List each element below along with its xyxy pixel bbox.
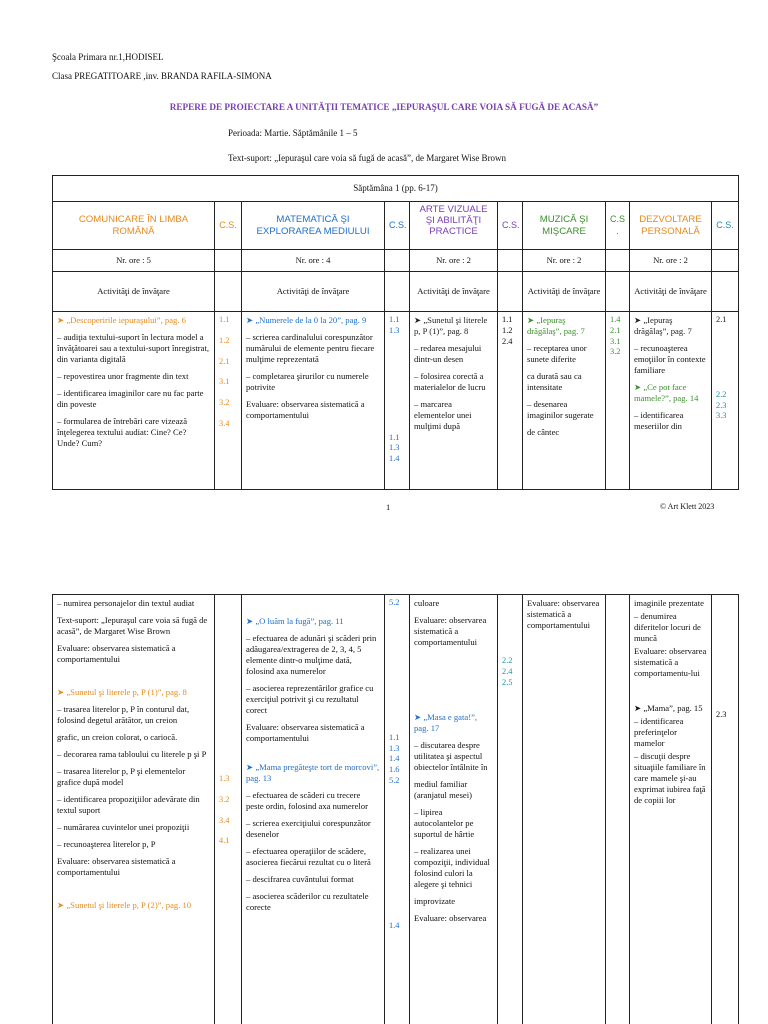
page-number: 1 xyxy=(386,502,391,512)
cs-header: C.S. xyxy=(498,202,523,250)
activities-header: Activităţi de învăţare xyxy=(242,272,385,312)
lesson-title: ➤ „Mama pregăteşte tort de morcovi”, pag. 13 xyxy=(246,762,380,783)
list-item: – asocierea reprezentărilor grafice cu exerciţiul potrivit şi cu rezultatul corect xyxy=(246,683,374,715)
cs-code: 3.2 xyxy=(219,794,230,804)
list-item: – lipirea autocolantelor pe suportul de hârtie xyxy=(414,807,475,839)
list-item: – efectuarea de scăderi cu trecere peste ordin, folosind axa numerelor xyxy=(246,790,368,811)
cs-code: 2.1 xyxy=(219,356,230,366)
cs-code: 4.1 xyxy=(219,836,230,846)
cs-code: 2.1 xyxy=(716,315,727,324)
cs-code: 2.4 xyxy=(502,666,513,676)
cs-code: 3.4 xyxy=(219,815,230,825)
period-line: Perioada: Martie. Săptămânile 1 – 5 xyxy=(228,128,358,138)
cs-code: 1.3 xyxy=(389,743,400,753)
list-item: Evaluare: observarea sistematică a comportamentului xyxy=(414,615,487,647)
cs-code: 5.2 xyxy=(389,598,400,607)
list-item: – completarea şirurilor cu numerele potrivite xyxy=(246,371,369,392)
cs-code: 1.4 xyxy=(389,454,400,463)
list-item: – repovestirea unor fragmente din text xyxy=(57,371,189,381)
cs-code: 1.3 xyxy=(389,443,400,453)
cs-code: 2.3 xyxy=(716,710,727,719)
subject-music: MUZICĂ ŞI MIŞCARE xyxy=(523,202,606,250)
cs-code: 1.1 xyxy=(219,315,230,324)
list-item: Evaluare: observarea xyxy=(414,913,487,923)
arts-activities xyxy=(410,595,498,1024)
cs-code: 2.5 xyxy=(502,677,513,687)
lesson-title: ➤ „Ce pot face mamele?”, pag. 14 xyxy=(634,382,699,403)
lesson-title: ➤ „Descoperirile iepuraşului”, pag. 6 xyxy=(57,315,186,325)
list-item: – identificarea propoziţiilor adevărate din textul suport xyxy=(57,794,200,815)
list-item: – recunoaşterea literelor p, P xyxy=(57,839,156,849)
list-item: Evaluare: observarea sistematică a comportamentului xyxy=(57,856,176,877)
music-cs xyxy=(606,595,630,1024)
text-support-line: Text-suport: „Iepuraşul care voia să fugă de acasă”, de Margaret Wise Brown xyxy=(228,153,507,163)
subject-arts: ARTE VIZUALE ŞI ABILITĂŢI PRACTICE xyxy=(410,202,498,250)
school-name: Şcoala Primara nr.1,HODISEL xyxy=(52,52,164,62)
cs-header: C.S . xyxy=(606,202,630,250)
cs-code: 1.2 xyxy=(219,335,230,345)
cs-code: 1.1 xyxy=(502,315,513,324)
class-line: Clasa PREGATITOARE ,inv. BRANDA RAFILA-SIMONA xyxy=(52,71,272,81)
personal-development-cs xyxy=(712,312,739,490)
list-item: – receptarea unor sunete diferite xyxy=(527,343,587,364)
cs-code: 3.4 xyxy=(219,418,230,428)
cs-code: 1.1 xyxy=(389,432,400,442)
list-item: – discutarea despre utilitatea şi aspectul obiectelor întâlnite în xyxy=(414,740,488,772)
list-item: – trasarea literelor p, P în conturul dat, folosind degetul arătător, un creion xyxy=(57,704,190,725)
list-item: – efectuarea de adunări şi scăderi prin adăugarea/extragerea de 2, 3, 4, 5 elemente dintr-o mulţime dată, folosind axa numerelor xyxy=(246,633,377,676)
hours-music: Nr. ore : 2 xyxy=(523,250,606,272)
personal-development-cs xyxy=(712,595,739,1024)
subject-romanian: COMUNICARE ÎN LIMBA ROMÂNĂ xyxy=(53,202,215,250)
romanian-cs xyxy=(215,595,242,1024)
list-item: Evaluare: observarea sistematică a comportamentu-lui xyxy=(634,646,707,678)
activities-header: Activităţi de învăţare xyxy=(630,272,712,312)
music-activities xyxy=(523,312,606,490)
arts-cs xyxy=(498,595,523,1024)
lesson-title: ➤ „Mama”, pag. 15 xyxy=(634,703,703,713)
cs-code: 2.1 xyxy=(610,325,621,335)
lesson-title: ➤ „Iepuraş drăgălaş”, pag. 7 xyxy=(634,315,692,336)
cs-code: 5.2 xyxy=(389,775,400,785)
list-item: – identificarea meseriilor din xyxy=(634,410,684,431)
cs-code: 1.4 xyxy=(389,754,400,764)
hours-personal-development: Nr. ore : 2 xyxy=(630,250,712,272)
planning-table-page-2 xyxy=(52,594,739,1024)
subject-math: MATEMATICĂ ŞI EXPLORAREA MEDIULUI xyxy=(242,202,385,250)
list-item: – recunoaşterea emoţiilor în contexte familiare xyxy=(634,343,706,375)
romanian-cs xyxy=(215,312,242,490)
list-item: – trasarea literelor p, P şi elementelor grafice după model xyxy=(57,766,186,787)
list-item: – folosirea corectă a materialelor de lucru xyxy=(414,371,486,392)
activities-header: Activităţi de învăţare xyxy=(410,272,498,312)
cs-code: 1.1 xyxy=(389,732,400,742)
cs-code: 2.2 xyxy=(502,656,513,665)
lesson-title: ➤ „O luăm la fugă”, pag. 11 xyxy=(246,616,344,626)
planning-table-page-1 xyxy=(52,175,739,490)
list-item: Evaluare: observarea sistematică a comportamentului xyxy=(246,722,365,743)
list-item: Text-suport: „Iepuraşul care voia să fugă de acasă”, de Margaret Wise Brown xyxy=(57,615,208,636)
hours-arts: Nr. ore : 2 xyxy=(410,250,498,272)
cs-code: 3.1 xyxy=(219,377,230,387)
list-item: – formularea de întrebări care vizează înţelegerea textului audiat: Cine? Ce? Unde? Cum? xyxy=(57,416,188,448)
list-item: – identificarea imaginilor care nu fac parte din poveste xyxy=(57,388,204,409)
activities-header: Activităţi de învăţare xyxy=(53,272,215,312)
romanian-activities xyxy=(53,312,215,490)
cs-header: C.S. xyxy=(215,202,242,250)
list-item: – realizarea unei compoziţii, individual folosind culori la alegere şi tehnici xyxy=(414,846,490,889)
cs-code: 1.1 xyxy=(389,315,400,324)
personal-development-activities xyxy=(630,595,712,1024)
cs-code: 3.1 xyxy=(610,336,621,346)
cs-code: 1.3 xyxy=(389,325,400,335)
list-item: – asocierea scăderilor cu rezultatele corecte xyxy=(246,891,369,912)
cs-code: 3.2 xyxy=(219,398,230,407)
cs-header: C.S. xyxy=(712,202,739,250)
list-item: – scrierea exerciţiului corespunzător desenelor xyxy=(246,818,371,839)
document-title: REPERE DE PROIECTARE A UNITĂŢII TEMATICE „IEPURAŞUL CARE VOIA SĂ FUGĂ DE ACASĂ” xyxy=(169,102,599,112)
list-item: – discuţii despre situaţiile familiare în care mamele şi-au exprimat iubirea faţă de copiii lor xyxy=(634,751,706,805)
list-item: – decorarea rama tabloului cu literele p şi P xyxy=(57,749,207,759)
activities-header: Activităţi de învăţare xyxy=(523,272,606,312)
math-cs xyxy=(385,595,410,1024)
music-cs xyxy=(606,312,630,490)
list-item: – audiţia textului-suport în lectura model a învăţătoarei sau a textului-suport înregistrat, din varianta digitală xyxy=(57,332,210,364)
cs-code: 1.6 xyxy=(389,765,400,774)
list-item: – descifrarea cuvântului format xyxy=(246,874,354,884)
cs-code: 2.3 xyxy=(716,400,727,410)
list-item: mediul familiar (aranjatul mesei) xyxy=(414,779,472,800)
list-item: – denumirea diferitelor locuri de muncă xyxy=(634,611,701,643)
cs-code: 1.4 xyxy=(389,920,400,930)
list-item: – desenarea imaginilor sugerate xyxy=(527,399,594,420)
list-item: imaginile prezentate xyxy=(634,598,704,608)
cs-code: 1.3 xyxy=(219,774,230,783)
cs-code: 3.3 xyxy=(716,411,727,421)
cs-code: 2.2 xyxy=(716,389,727,399)
list-item: – numirea personajelor din textul audiat xyxy=(57,598,195,608)
personal-development-activities xyxy=(630,312,712,490)
list-item: – marcarea elementelor unei mulţimi după xyxy=(414,399,472,431)
list-item: – numărarea cuvintelor unei propoziţii xyxy=(57,822,190,832)
hours-romanian: Nr. ore : 5 xyxy=(53,250,215,272)
cs-header: C.S. xyxy=(385,202,410,250)
cs-code: 1.4 xyxy=(610,315,621,324)
list-item: culoare xyxy=(414,598,440,608)
list-item: – efectuarea operaţiilor de scădere, asocierea fiecărui rezultat cu o literă xyxy=(246,846,371,867)
hours-math: Nr. ore : 4 xyxy=(242,250,385,272)
lesson-title: ➤ „Masa e gata!”, pag. 17 xyxy=(414,712,478,733)
lesson-title: ➤ „Sunetul şi literele p, P (1)”, pag. 8 xyxy=(57,687,187,697)
cs-code: 3.2 xyxy=(610,347,621,357)
romanian-activities xyxy=(53,595,215,1024)
lesson-title: ➤ „Sunetul şi literele p, P (1)”, pag. 8 xyxy=(414,315,488,336)
math-activities xyxy=(242,595,385,1024)
lesson-title: ➤ „Iepuraş drăgălaş”, pag. 7 xyxy=(527,315,585,336)
list-item: – redarea mesajului dintr-un desen xyxy=(414,343,482,364)
copyright: © Art Klett 2023 xyxy=(660,502,715,511)
list-item: grafic, un creion colorat, o cariocă. xyxy=(57,732,178,742)
list-item: Evaluare: observarea sistematică a comportamentului xyxy=(57,643,176,664)
lesson-title: ➤ „Numerele de la 0 la 20”, pag. 9 xyxy=(246,315,367,325)
music-activities xyxy=(523,595,606,1024)
week-title: Săptămâna 1 (pp. 6-17) xyxy=(53,176,739,202)
list-item: Evaluare: observarea sistematică a comportamentului xyxy=(527,598,600,630)
math-activities xyxy=(242,312,385,490)
list-item: ca durată sau ca intensitate xyxy=(527,371,582,392)
list-item: – scrierea cardinalului corespunzător numărului de elemente pentru fiecare mulţime reprezentată xyxy=(246,332,375,364)
arts-cs xyxy=(498,312,523,490)
list-item: Evaluare: observarea sistematică a comportamentului xyxy=(246,399,365,420)
math-cs xyxy=(385,312,410,490)
list-item: de cântec xyxy=(527,427,560,437)
cs-code: 2.4 xyxy=(502,336,513,346)
lesson-title: ➤ „Sunetul şi literele p, P (2)”, pag. 10 xyxy=(57,900,192,910)
arts-activities xyxy=(410,312,498,490)
cs-code: 1.2 xyxy=(502,325,513,335)
subject-personal-development: DEZVOLTARE PERSONALĂ xyxy=(630,202,712,250)
list-item: improvizate xyxy=(414,896,456,906)
list-item: – identificarea preferinţelor mamelor xyxy=(634,716,684,748)
